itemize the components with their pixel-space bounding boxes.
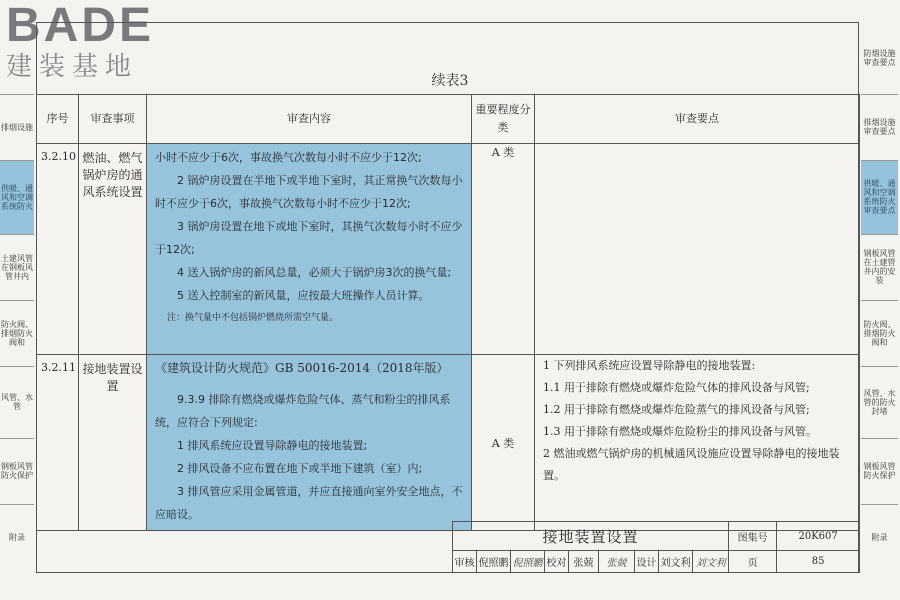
checker-signature: 张兢 bbox=[599, 551, 635, 573]
review-table bbox=[36, 94, 860, 531]
header-num: 序号 bbox=[37, 95, 79, 144]
left-tab-divider bbox=[0, 94, 34, 95]
header-key-points: 审查要点 bbox=[535, 95, 860, 144]
key-point-line: 1.3 用于排除有燃烧或爆炸危险粉尘的排风设备与风管。 bbox=[543, 425, 817, 438]
content-line: 9.3.9 排除有燃烧或爆炸危险气体、蒸气和粉尘的排风系统，应符合下列规定: bbox=[155, 393, 451, 429]
reviewer-name: 倪照鹏 bbox=[477, 551, 511, 573]
checker-name: 张兢 bbox=[569, 551, 599, 573]
right-tab-divider bbox=[861, 94, 898, 95]
atlas-number: 20K607 bbox=[777, 522, 860, 551]
right-tab-divider bbox=[861, 438, 898, 439]
content-line: 3 排风管应采用金属管道，并应直接通向室外安全地点，不应暗设。 bbox=[155, 485, 463, 521]
right-tab-3[interactable]: 钢板风管在土建管井内的安装 bbox=[863, 249, 896, 285]
row-content bbox=[147, 144, 472, 355]
left-tab-7[interactable]: 附录 bbox=[9, 532, 25, 542]
row-item: 接地装置设置 bbox=[79, 355, 147, 531]
content-line: 2 锅炉房设置在半地下或半地下室时，其正常换气次数每小时不应少于6次，事故换气次数每小时不应少于12次; bbox=[155, 174, 463, 210]
content-note: 注：换气量中不包括锅炉燃烧所需空气量。 bbox=[167, 313, 339, 323]
left-tab-5[interactable]: 风管、水管 bbox=[1, 393, 33, 411]
right-tab-5[interactable]: 风管、水管的防火封堵 bbox=[863, 388, 896, 416]
designer-signature: 刘文利 bbox=[693, 551, 729, 573]
design-label: 设计 bbox=[635, 551, 659, 573]
designer-name: 刘文利 bbox=[659, 551, 693, 573]
right-tab-divider bbox=[861, 504, 898, 505]
key-point-line: 1.2 用于排除有燃烧或爆炸危险蒸气的排风设备与风管; bbox=[543, 403, 810, 416]
atlas-label: 图集号 bbox=[729, 522, 777, 551]
right-tab-7[interactable]: 附录 bbox=[871, 532, 888, 542]
right-tab-4[interactable]: 防火阀、排烟防火阀和 bbox=[863, 319, 896, 347]
content-line: 4 送入锅炉房的新风总量，必须大于锅炉房3次的换气量; bbox=[177, 266, 452, 279]
row-grade: A 类 bbox=[472, 144, 535, 355]
left-tab-divider bbox=[0, 438, 34, 439]
left-tab-divider bbox=[0, 234, 34, 235]
drawing-title: 接地装置设置 bbox=[453, 522, 729, 551]
row-key-points bbox=[535, 144, 860, 355]
left-tab-0 bbox=[0, 22, 34, 92]
row-num: 3.2.10 bbox=[37, 144, 79, 355]
right-tab-divider bbox=[861, 234, 898, 235]
left-tab-1[interactable]: 排烟设施 bbox=[1, 122, 33, 132]
left-tab-divider bbox=[0, 504, 34, 505]
row-key-points bbox=[535, 355, 860, 531]
left-tab-divider bbox=[0, 366, 34, 367]
left-tab-3[interactable]: 土建风管在钢板风管井内 bbox=[1, 253, 33, 281]
right-tab-divider bbox=[861, 160, 898, 161]
row-item: 燃油、燃气锅炉房的通风系统设置 bbox=[79, 144, 147, 355]
right-tab-1[interactable]: 排烟设施审查要点 bbox=[863, 118, 896, 136]
header-item: 审查事项 bbox=[79, 95, 147, 144]
right-tab-divider bbox=[861, 366, 898, 367]
review-label: 审核 bbox=[453, 551, 477, 573]
check-label: 校对 bbox=[545, 551, 569, 573]
page-number: 85 bbox=[777, 551, 860, 573]
left-tab-6[interactable]: 钢板风管防火保护 bbox=[1, 462, 33, 480]
logo-en: BADE bbox=[6, 0, 155, 52]
table-header-row bbox=[37, 95, 860, 144]
left-tab-divider bbox=[0, 160, 34, 161]
logo-cn: 建装基地 bbox=[6, 52, 139, 82]
content-line: 小时不应少于6次，事故换气次数每小时不应少于12次; bbox=[155, 151, 422, 164]
header-content: 审查内容 bbox=[147, 95, 472, 144]
key-point-line: 1 下列排风系统应设置导除静电的接地装置: bbox=[543, 359, 756, 372]
left-tab-2[interactable]: 供暖、通风和空调系统防火 bbox=[0, 160, 34, 234]
row-num: 3.2.11 bbox=[37, 355, 79, 531]
row-grade: A 类 bbox=[472, 355, 535, 531]
row-content bbox=[147, 355, 472, 531]
table-row bbox=[37, 144, 860, 355]
key-point-line: 2 燃油或燃气锅炉房的机械通风设施应设置导除静电的接地装置。 bbox=[543, 447, 840, 482]
reviewer-signature: 倪照鹏 bbox=[511, 551, 545, 573]
left-tab-4[interactable]: 防火阀、排烟防火阀和 bbox=[1, 319, 33, 347]
content-line: 3 锅炉房设置在地下或地下室时，其换气次数每小时不应少于12次; bbox=[155, 220, 463, 256]
header-grade: 重要程度分类 bbox=[472, 95, 535, 144]
title-block bbox=[452, 521, 860, 573]
right-tab-2[interactable]: 供暖、通风和空调系统防火审查要点 bbox=[861, 160, 898, 234]
page-label: 页 bbox=[729, 551, 777, 573]
table-row bbox=[37, 355, 860, 531]
left-tab-divider bbox=[0, 300, 34, 301]
key-point-line: 1.1 用于排除有燃烧或爆炸危险气体的排风设备与风管; bbox=[543, 381, 810, 394]
right-tab-0[interactable]: 防烟设施审查要点 bbox=[863, 49, 896, 67]
right-tab-6[interactable]: 钢板风管防火保护 bbox=[863, 462, 896, 480]
right-tab-divider bbox=[861, 300, 898, 301]
content-line: 5 送入控制室的新风量，应按最大班操作人员计算。 bbox=[177, 289, 430, 302]
content-code-ref: 《建筑设计防火规范》GB 50016-2014（2018年版） bbox=[155, 361, 449, 375]
page-subtitle: 续表3 bbox=[431, 73, 469, 89]
content-line: 2 排风设备不应布置在地下或半地下建筑（室）内; bbox=[177, 462, 423, 475]
content-line: 1 排风系统应设置导除静电的接地装置; bbox=[177, 439, 368, 452]
